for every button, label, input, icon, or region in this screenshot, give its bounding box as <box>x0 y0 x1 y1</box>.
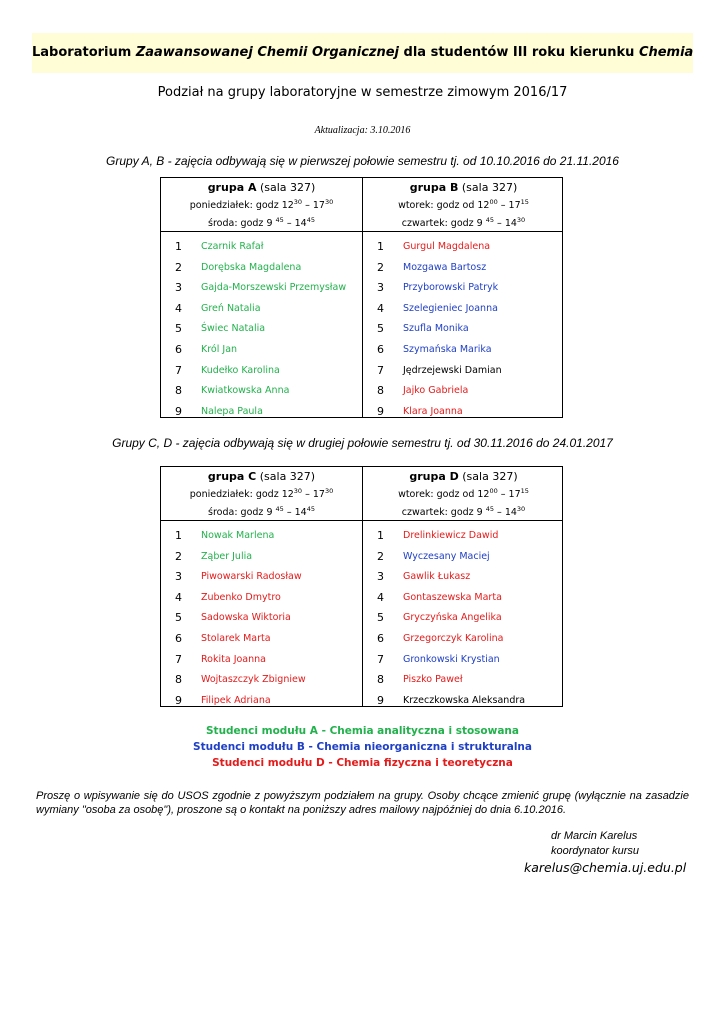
student-number: 3 <box>175 281 182 295</box>
schedule-minutes: 30 <box>293 198 303 206</box>
student-row <box>161 340 362 361</box>
block2-heading: Grupy C, D - zajęcia odbywają się w drugiej połowie semestru tj. od 30.11.2016 do 24.01.2017 <box>112 436 613 450</box>
student-name: Gurgul Magdalena <box>403 241 491 252</box>
group-room: (sala 327) <box>259 181 316 194</box>
student-row <box>161 650 362 671</box>
student-name: Greń Natalia <box>201 302 261 314</box>
student-name: Gronkowski Krystian <box>403 653 500 665</box>
schedule-text: – 17 <box>497 489 521 501</box>
schedule-minutes: 00 <box>489 487 498 495</box>
schedule-text: – 17 <box>302 489 325 501</box>
schedule-text: – 14 <box>283 507 307 519</box>
student-row <box>363 361 564 382</box>
student-number: 2 <box>175 549 182 563</box>
schedule-text: – 14 <box>283 218 307 230</box>
student-number: 6 <box>377 342 384 356</box>
group-schedule-line1 <box>363 484 564 502</box>
student-name: Mozgawa Bartosz <box>403 261 487 273</box>
student-row <box>363 319 564 340</box>
student-number: 1 <box>377 240 384 253</box>
student-name: Nowak Marlena <box>201 530 275 541</box>
groups-cd-table <box>160 466 563 707</box>
student-number: 4 <box>175 590 182 604</box>
title-text-1: Laboratorium <box>32 45 136 60</box>
group-room: (sala 327) <box>461 181 518 194</box>
student-number: 6 <box>175 631 182 645</box>
student-row <box>363 402 564 423</box>
student-name: Szelegieniec Joanna <box>403 302 498 314</box>
student-name: Ząber Julia <box>201 550 253 562</box>
group-room: (sala 327) <box>462 470 518 483</box>
signature-name: dr Marcin Karelus <box>551 830 638 842</box>
student-row <box>363 629 564 650</box>
schedule-text: wtorek: godz od 12 <box>398 200 490 212</box>
contact-email[interactable]: karelus@chemia.uj.edu.pl <box>524 860 687 875</box>
schedule-minutes: 45 <box>485 216 495 225</box>
student-name: Świec Natalia <box>201 323 266 335</box>
student-name: Dorębska Magdalena <box>201 261 302 273</box>
student-name: Stolarek Marta <box>201 632 271 644</box>
student-name: Klara Joanna <box>403 405 463 417</box>
student-name: Gajda-Morszewski Przemysław <box>201 282 347 294</box>
student-name: Kwiatkowska Anna <box>201 385 290 397</box>
student-row <box>363 547 564 568</box>
student-number: 1 <box>175 240 182 253</box>
student-number: 7 <box>175 652 182 666</box>
student-name: Piwowarski Radosław <box>201 571 302 583</box>
schedule-text: środa: godz 9 <box>208 218 276 230</box>
schedule-text: czwartek: godz 9 <box>401 218 486 230</box>
schedule-minutes: 45 <box>275 216 284 225</box>
group-title <box>363 180 564 195</box>
student-name: Gawlik Łukasz <box>403 571 471 583</box>
student-number: 7 <box>377 652 384 666</box>
title-text-2: Zaawansowanej Chemii Organicznej <box>135 45 399 60</box>
student-row <box>363 608 564 629</box>
student-name: Kudełko Karolina <box>201 364 280 376</box>
notice-paragraph: Proszę o wpisywanie się do USOS zgodnie z powyższym podziałem na grupy. Osoby chcące zmienić grupę (wyłącznie na zasadzie wymiany "osoba za osobę"), proszone są o kontakt na poniższy adres mailowy najpóźniej do dnia 6.10.2016. <box>36 790 689 816</box>
student-number: 9 <box>377 404 384 418</box>
group-header <box>363 180 564 231</box>
schedule-text: czwartek: godz 9 <box>401 507 486 519</box>
legend-module-d: Studenci modułu D - Chemia fizyczna i teoretyczna <box>212 757 513 769</box>
group-schedule-line2 <box>363 502 564 520</box>
group-room: (sala 327) <box>259 470 316 483</box>
student-row <box>161 608 362 629</box>
group-schedule-line1 <box>161 195 362 213</box>
student-row <box>363 526 564 547</box>
student-name: Szufla Monika <box>403 323 469 335</box>
student-number: 3 <box>175 570 182 584</box>
student-row <box>161 237 362 258</box>
student-number: 3 <box>377 281 384 295</box>
student-name: Czarnik Rafał <box>201 241 264 252</box>
legend-module-b: Studenci modułu B - Chemia nieorganiczna i strukturalna <box>193 741 532 753</box>
student-name: Jędrzejewski Damian <box>403 364 502 376</box>
document-title <box>32 33 693 73</box>
student-list <box>363 526 564 711</box>
student-number: 9 <box>377 693 384 707</box>
student-number: 8 <box>377 384 384 398</box>
student-list <box>161 237 362 422</box>
schedule-text: poniedziałek: godz 12 <box>189 200 294 212</box>
student-row <box>161 588 362 609</box>
student-row <box>161 567 362 588</box>
schedule-minutes: 15 <box>520 198 529 206</box>
student-name: Drelinkiewicz Dawid <box>403 530 499 541</box>
group-header <box>161 180 362 231</box>
group-schedule-line2 <box>161 213 362 231</box>
group-schedule-line1 <box>363 195 564 213</box>
schedule-text: – 14 <box>494 218 517 230</box>
schedule-minutes: 30 <box>516 505 526 514</box>
title-text-4: Chemia <box>638 45 694 60</box>
group-header <box>161 469 362 520</box>
student-name: Wojtaszczyk Zbigniew <box>201 674 306 686</box>
schedule-minutes: 00 <box>489 198 498 206</box>
schedule-minutes: 45 <box>485 505 495 514</box>
schedule-minutes: 45 <box>306 505 315 514</box>
student-row <box>161 381 362 402</box>
legend-module-a: Studenci modułu A - Chemia analityczna i stosowana <box>205 725 519 737</box>
student-name: Król Jan <box>201 343 238 355</box>
student-row <box>363 650 564 671</box>
block1-heading: Grupy A, B - zajęcia odbywają się w pierwszej połowie semestru tj. od 10.10.2016 do 21.11.2016 <box>106 154 619 168</box>
student-row <box>161 299 362 320</box>
student-number: 8 <box>377 673 384 687</box>
student-number: 5 <box>175 322 182 336</box>
student-row <box>161 526 362 547</box>
student-row <box>363 691 564 712</box>
schedule-minutes: 30 <box>293 487 303 495</box>
student-number: 3 <box>377 570 384 584</box>
student-name: Filipek Adriana <box>201 694 271 706</box>
document-subtitle: Podział na grupy laboratoryjne w semestrze zimowym 2016/17 <box>157 85 568 100</box>
student-row <box>161 670 362 691</box>
student-number: 8 <box>175 384 182 398</box>
student-number: 2 <box>377 260 384 274</box>
student-number: 1 <box>377 529 384 542</box>
schedule-minutes: 45 <box>306 216 315 225</box>
student-number: 4 <box>377 590 384 604</box>
schedule-text: poniedziałek: godz 12 <box>189 489 294 501</box>
student-row <box>363 258 564 279</box>
student-name: Zubenko Dmytro <box>201 591 281 603</box>
student-row <box>161 402 362 423</box>
student-number: 8 <box>175 673 182 687</box>
group-header <box>363 469 564 520</box>
student-number: 6 <box>175 342 182 356</box>
student-row <box>161 691 362 712</box>
student-row <box>363 588 564 609</box>
group-title <box>161 469 362 484</box>
student-name: Wyczesany Maciej <box>403 550 490 562</box>
student-name: Gryczyńska Angelika <box>403 612 502 624</box>
student-name: Rokita Joanna <box>201 653 266 665</box>
student-name: Piszko Paweł <box>403 674 463 686</box>
student-number: 5 <box>377 611 384 625</box>
student-row <box>363 670 564 691</box>
student-number: 7 <box>175 363 182 377</box>
student-row <box>161 319 362 340</box>
student-row <box>363 278 564 299</box>
student-number: 5 <box>175 611 182 625</box>
title-text-3: dla studentów III roku kierunku <box>399 45 639 60</box>
student-name: Przyborowski Patryk <box>403 282 499 294</box>
student-number: 4 <box>377 301 384 315</box>
schedule-text: wtorek: godz od 12 <box>398 489 490 501</box>
group-name: grupa A <box>207 181 257 194</box>
group-name: grupa C <box>207 470 257 483</box>
group-name: grupa B <box>409 181 459 194</box>
schedule-minutes: 45 <box>275 505 284 514</box>
student-number: 6 <box>377 631 384 645</box>
schedule-minutes: 15 <box>520 487 529 495</box>
student-name: Grzegorczyk Karolina <box>403 632 504 644</box>
group-schedule-line1 <box>161 484 362 502</box>
student-row <box>161 547 362 568</box>
schedule-text: – 14 <box>494 507 517 519</box>
schedule-minutes: 30 <box>516 216 526 225</box>
schedule-text: – 17 <box>302 200 325 212</box>
student-number: 9 <box>175 404 182 418</box>
student-list <box>161 526 362 711</box>
student-name: Sadowska Wiktoria <box>201 612 291 624</box>
student-row <box>363 340 564 361</box>
student-number: 5 <box>377 322 384 336</box>
groups-ab-table <box>160 177 563 418</box>
student-row <box>161 361 362 382</box>
student-name: Nalepa Paula <box>201 405 263 417</box>
group-title <box>161 180 362 195</box>
student-list <box>363 237 564 422</box>
student-row <box>161 258 362 279</box>
schedule-text: – 17 <box>497 200 521 212</box>
schedule-text: środa: godz 9 <box>208 507 276 519</box>
student-name: Gontaszewska Marta <box>403 591 502 603</box>
student-number: 4 <box>175 301 182 315</box>
student-number: 7 <box>377 363 384 377</box>
student-number: 9 <box>175 693 182 707</box>
schedule-minutes: 30 <box>324 198 334 206</box>
group-schedule-line2 <box>161 502 362 520</box>
student-name: Krzeczkowska Aleksandra <box>403 694 526 706</box>
student-row <box>363 567 564 588</box>
student-row <box>161 278 362 299</box>
student-name: Szymańska Marika <box>403 343 492 355</box>
student-number: 1 <box>175 529 182 542</box>
signature-role: koordynator kursu <box>551 845 640 857</box>
update-date: Aktualizacja: 3.10.2016 <box>314 125 411 136</box>
student-row <box>363 381 564 402</box>
student-row <box>363 237 564 258</box>
student-number: 2 <box>175 260 182 274</box>
student-row <box>363 299 564 320</box>
student-name: Jajko Gabriela <box>403 385 469 397</box>
schedule-minutes: 30 <box>324 487 334 495</box>
group-name: grupa D <box>409 470 459 483</box>
group-title <box>363 469 564 484</box>
student-row <box>161 629 362 650</box>
group-schedule-line2 <box>363 213 564 231</box>
student-number: 2 <box>377 549 384 563</box>
